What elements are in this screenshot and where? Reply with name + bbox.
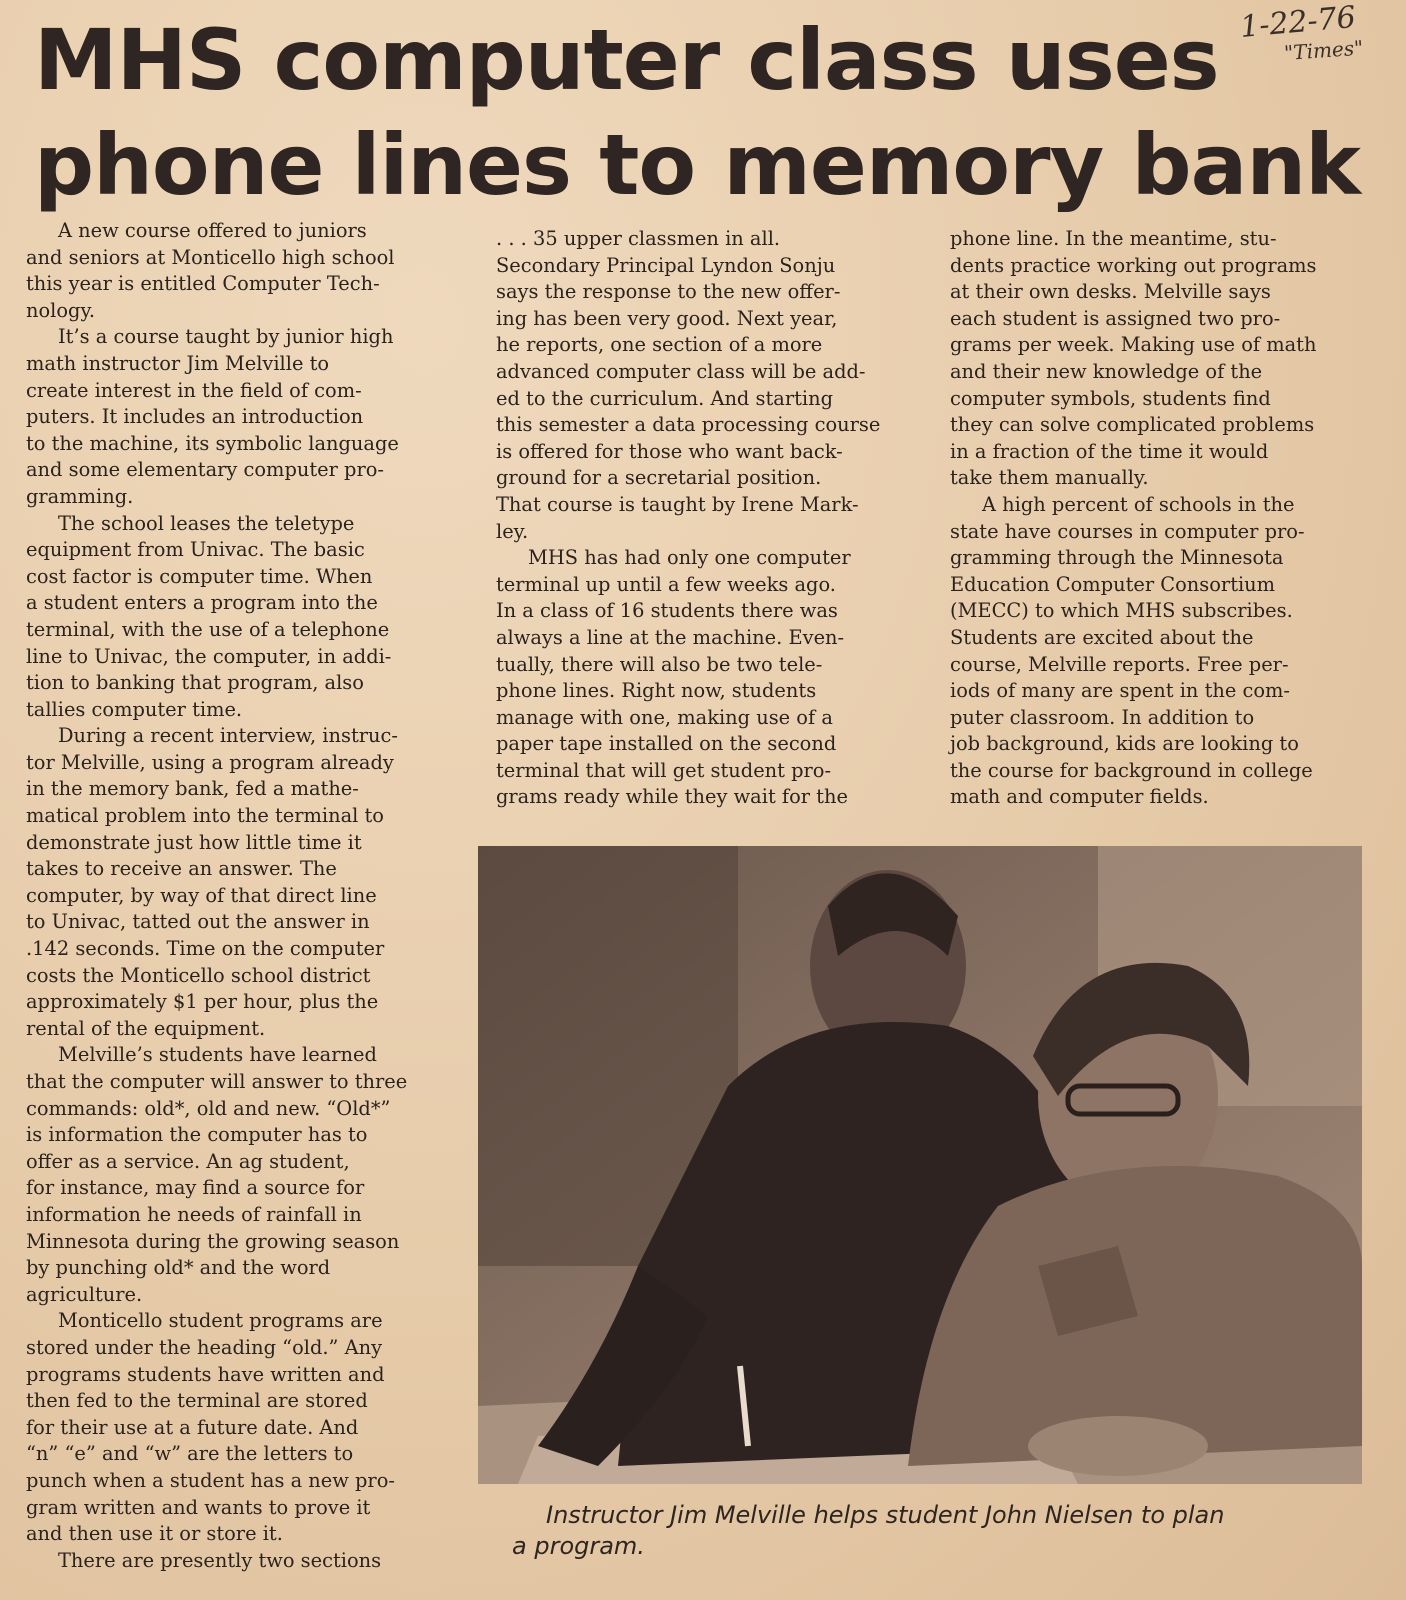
text-line: That course is taught by Irene Mark- (496, 492, 859, 516)
text-line: gramming. (26, 484, 134, 508)
text-line: ed to the curriculum. And starting (496, 386, 833, 410)
article-paragraph (26, 324, 466, 510)
article-paragraph (496, 545, 916, 811)
text-line: commands: old*, old and new. “Old*” (26, 1096, 391, 1120)
text-line: at their own desks. Melville says (950, 280, 1271, 304)
article-column-1 (26, 218, 466, 1574)
text-line: demonstrate just how little time it (26, 830, 362, 854)
text-line: says the response to the new offer- (496, 280, 841, 304)
text-line: A new course offered to juniors (58, 219, 367, 242)
text-line: takes to receive an answer. The (26, 857, 337, 881)
photo-illustration (478, 846, 1362, 1484)
text-line: Monticello student programs are (58, 1309, 383, 1333)
article-paragraph (26, 1548, 466, 1575)
text-line: puters. It includes an introduction (26, 405, 364, 429)
article-paragraph (26, 1308, 466, 1547)
article-column-3 (950, 226, 1390, 811)
text-line: offer as a service. An ag student, (26, 1149, 350, 1173)
text-line: MHS has had only one computer (528, 546, 851, 570)
text-line: tion to banking that program, also (26, 671, 364, 695)
text-line: ground for a secretarial position. (496, 466, 822, 490)
text-line: There are presently two sections (58, 1548, 382, 1572)
text-line: dents practice working out programs (950, 253, 1317, 277)
text-line: is offered for those who want back- (496, 439, 843, 463)
dateline-date: 1-22-76 (1238, 0, 1358, 45)
text-line: for instance, may find a source for (26, 1176, 365, 1200)
text-line: (MECC) to which MHS subscribes. (950, 599, 1293, 623)
text-line: the course for background in college (950, 758, 1313, 782)
text-line: information he needs of rainfall in (26, 1202, 362, 1226)
caption-line: Instructor Jim Melville helps student John Nielsen to plan (546, 1501, 1225, 1529)
text-line: and then use it or store it. (26, 1522, 283, 1546)
text-line: matical problem into the terminal to (26, 804, 384, 828)
text-line: grams per week. Making use of math (950, 333, 1317, 357)
text-line: create interest in the field of com- (26, 378, 362, 402)
text-line: and seniors at Monticello high school (26, 245, 395, 269)
text-line: state have courses in computer pro- (950, 519, 1305, 543)
text-line: programs students have written and (26, 1362, 385, 1386)
text-line: for their use at a future date. And (26, 1415, 359, 1439)
text-line: terminal up until a few weeks ago. (496, 572, 836, 596)
text-line: computer symbols, students find (950, 386, 1271, 410)
text-line: ley. (496, 519, 529, 543)
article-paragraph (26, 218, 466, 324)
text-line: During a recent interview, instruc- (58, 724, 398, 748)
text-line: iods of many are spent in the com- (950, 679, 1290, 703)
text-line: Minnesota during the growing season (26, 1229, 400, 1253)
text-line: phone lines. Right now, students (496, 679, 817, 703)
text-line: punch when a student has a new pro- (26, 1468, 395, 1492)
text-line: they can solve complicated problems (950, 413, 1315, 437)
article-paragraph (496, 226, 916, 545)
article-paragraph (26, 511, 466, 724)
text-line: phone line. In the meantime, stu- (950, 227, 1277, 250)
text-line: stored under the heading “old.” Any (26, 1335, 383, 1359)
text-line: cost factor is computer time. When (26, 564, 373, 588)
text-line: math and computer fields. (950, 785, 1209, 809)
text-line: terminal that will get student pro- (496, 758, 832, 782)
text-line: he reports, one section of a more (496, 333, 823, 357)
text-line: puter classroom. In addition to (950, 705, 1255, 729)
text-line: course, Melville reports. Free per- (950, 652, 1289, 676)
text-line: In a class of 16 students there was (496, 599, 838, 623)
text-line: this year is entitled Computer Tech- (26, 272, 380, 296)
headline-line: phone lines to memory bank (34, 116, 1360, 214)
text-line: agriculture. (26, 1282, 143, 1306)
text-line: terminal, with the use of a telephone (26, 617, 390, 641)
text-line: tually, there will also be two tele- (496, 652, 823, 676)
text-line: gram written and wants to prove it (26, 1495, 371, 1519)
text-line: . . . 35 upper classmen in all. (496, 227, 781, 250)
text-line: to the machine, its symbolic language (26, 431, 399, 455)
headline-line: MHS computer class uses (34, 11, 1219, 109)
text-line: that the computer will answer to three (26, 1070, 408, 1093)
text-line: rental of the equipment. (26, 1016, 266, 1040)
text-line: manage with one, making use of a (496, 705, 833, 729)
text-line: job background, kids are looking to (950, 732, 1299, 756)
text-line: Students are excited about the (950, 625, 1254, 649)
article-paragraph (26, 723, 466, 1042)
text-line: take them manually. (950, 466, 1149, 490)
text-line: “n” “e” and “w” are the letters to (26, 1442, 354, 1466)
text-line: by punching old* and the word (26, 1256, 331, 1280)
text-line: in a fraction of the time it would (950, 439, 1269, 463)
text-line: paper tape installed on the second (496, 732, 837, 756)
text-line: ing has been very good. Next year, (496, 306, 838, 330)
text-line: is information the computer has to (26, 1123, 368, 1147)
article-paragraph (950, 226, 1390, 492)
text-line: It’s a course taught by junior high (58, 325, 394, 349)
caption-line: a program. (512, 1532, 645, 1560)
text-line: computer, by way of that direct line (26, 883, 377, 907)
text-line: Education Computer Consortium (950, 572, 1276, 596)
handwritten-dateline (1238, 0, 1400, 66)
text-line: to Univac, tatted out the answer in (26, 910, 370, 934)
text-line: line to Univac, the computer, in addi- (26, 644, 392, 668)
text-line: nology. (26, 298, 95, 322)
article-photo (478, 846, 1362, 1484)
text-line: gramming through the Minnesota (950, 546, 1284, 570)
text-line: costs the Monticello school district (26, 963, 371, 987)
photo-caption (512, 1500, 1372, 1562)
text-line: .142 seconds. Time on the computer (26, 937, 385, 961)
text-line: A high percent of schools in the (982, 492, 1295, 516)
text-line: equipment from Univac. The basic (26, 538, 365, 562)
text-line: math instructor Jim Melville to (26, 351, 330, 375)
text-line: a student enters a program into the (26, 591, 378, 615)
text-line: this semester a data processing course (496, 413, 881, 437)
text-line: and their new knowledge of the (950, 359, 1263, 383)
article-paragraph (950, 492, 1390, 811)
text-line: advanced computer class will be add- (496, 359, 866, 383)
text-line: Melville’s students have learned (58, 1043, 377, 1067)
text-line: tallies computer time. (26, 697, 243, 721)
text-line: then fed to the terminal are stored (26, 1389, 368, 1413)
text-line: in the memory bank, fed a mathe- (26, 777, 359, 801)
text-line: The school leases the teletype (58, 511, 355, 535)
text-line: each student is assigned two pro- (950, 306, 1281, 330)
article-column-2 (496, 226, 916, 811)
text-line: Secondary Principal Lyndon Sonju (496, 253, 836, 277)
dateline-source: "Times" (1283, 35, 1364, 66)
text-line: always a line at the machine. Even- (496, 625, 845, 649)
headline (34, 8, 1360, 218)
article-paragraph (26, 1042, 466, 1308)
text-line: grams ready while they wait for the (496, 785, 848, 809)
text-line: approximately $1 per hour, plus the (26, 990, 379, 1014)
text-line: and some elementary computer pro- (26, 458, 384, 482)
text-line: tor Melville, using a program already (26, 750, 394, 774)
